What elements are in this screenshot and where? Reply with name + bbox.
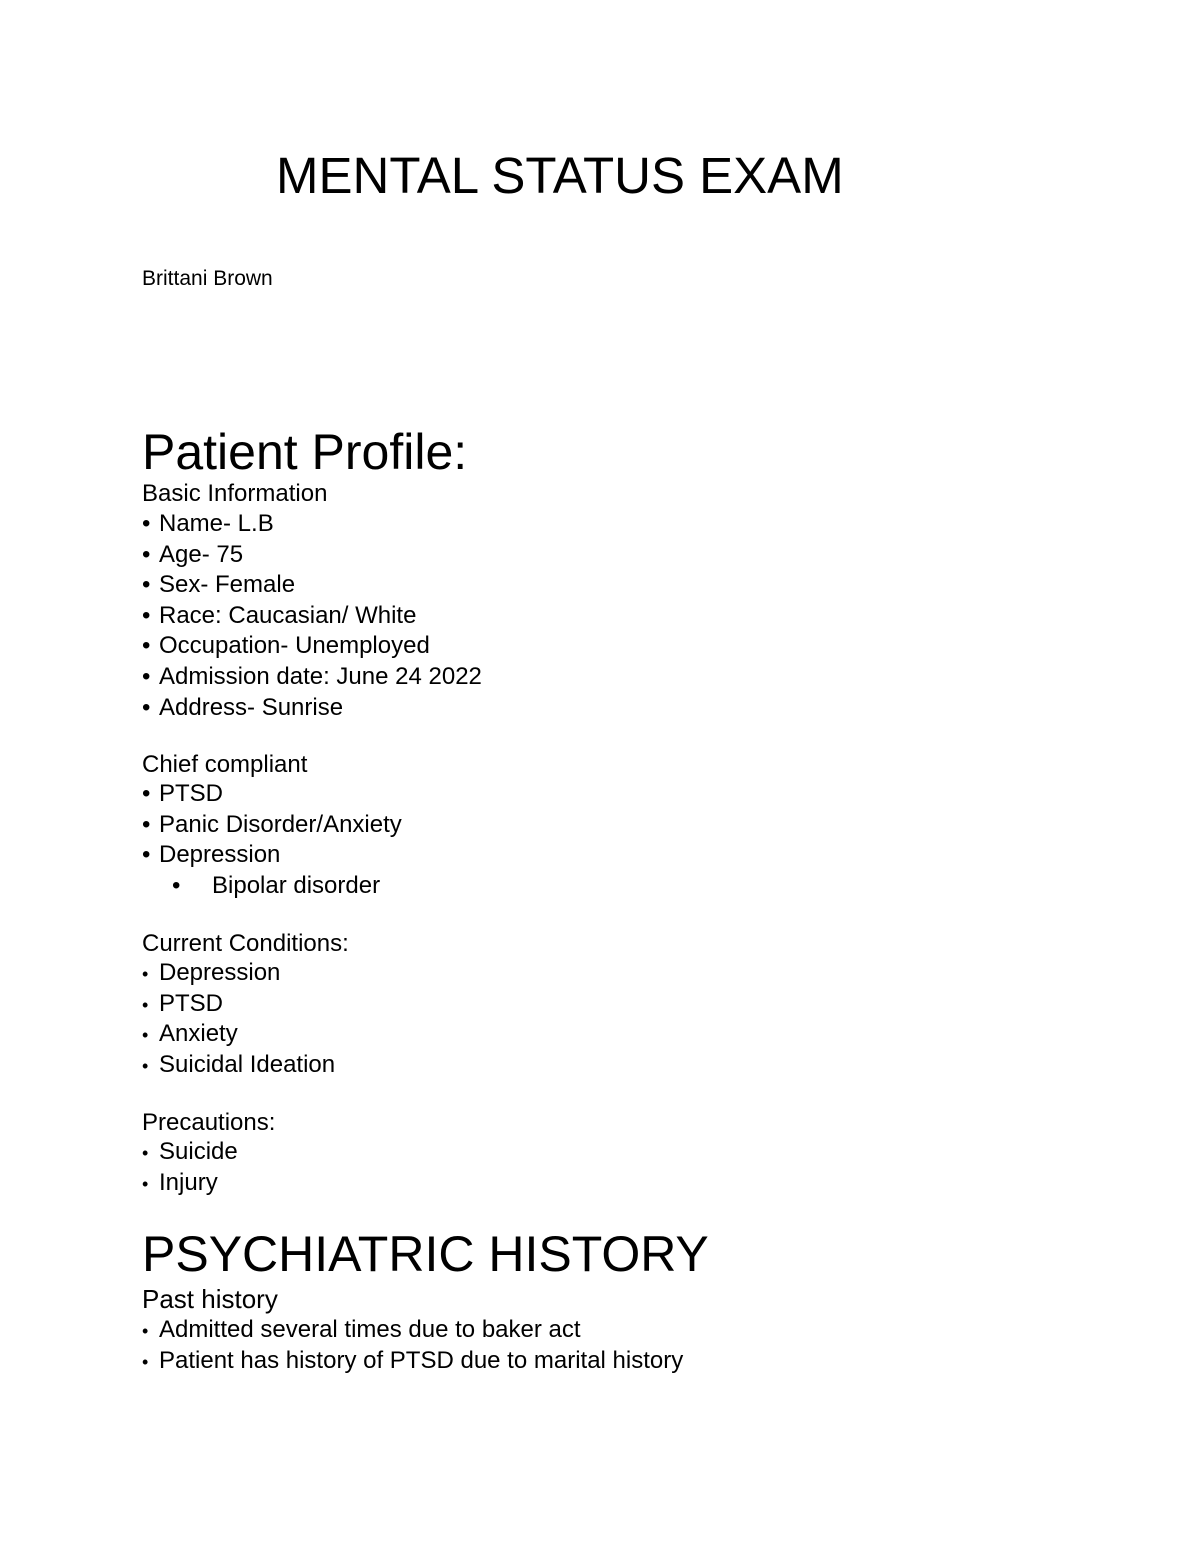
list-item: • Injury <box>142 1168 238 1199</box>
bullet-icon: • <box>142 510 151 537</box>
chief-complaint-list <box>142 779 402 901</box>
bullet-icon: • <box>142 601 151 629</box>
list-item: • Address- Sunrise <box>142 693 482 724</box>
past-history-label: Past history <box>142 1284 278 1314</box>
bullet-icon: • <box>142 994 149 1015</box>
list-item: • Name- L.B <box>142 509 482 540</box>
basic-info-label: Basic Information <box>142 480 328 507</box>
list-item: • Race: Caucasian/ White <box>142 601 482 632</box>
list-item: • Age- 75 <box>142 540 482 571</box>
bullet-icon: • <box>142 662 151 690</box>
list-item: • Panic Disorder/Anxiety <box>142 810 402 841</box>
current-conditions-label: Current Conditions: <box>142 930 349 957</box>
list-item: • Depression <box>142 840 402 871</box>
list-item: • Suicidal Ideation <box>142 1050 335 1081</box>
bullet-icon: • <box>142 693 151 721</box>
bullet-icon: • <box>142 810 151 838</box>
psychiatric-history-heading: PSYCHIATRIC HISTORY <box>142 1226 709 1282</box>
list-item: • PTSD <box>142 989 335 1020</box>
precautions-list <box>142 1137 238 1198</box>
document-title: MENTAL STATUS EXAM <box>276 147 844 204</box>
bullet-icon: • <box>142 1173 149 1194</box>
bullet-icon: • <box>142 1351 149 1372</box>
current-conditions-list <box>142 958 335 1080</box>
bullet-icon: • <box>142 540 151 568</box>
bullet-icon: • <box>142 964 149 984</box>
list-item: • Depression <box>142 958 335 989</box>
list-item: • Patient has history of PTSD due to marital history <box>142 1346 683 1377</box>
author-name: Brittani Brown <box>142 267 273 290</box>
list-item: • Admitted several times due to baker act <box>142 1315 683 1346</box>
list-item: • PTSD <box>142 779 402 810</box>
bullet-icon: • <box>142 841 151 869</box>
bullet-icon: • <box>142 1143 149 1163</box>
list-item: • Admission date: June 24 2022 <box>142 662 482 693</box>
list-item: • Occupation- Unemployed <box>142 631 482 662</box>
bullet-icon: • <box>142 632 151 660</box>
past-history-list <box>142 1315 683 1376</box>
list-item: • Anxiety <box>142 1019 335 1050</box>
bullet-icon: • <box>142 571 151 599</box>
basic-info-list <box>142 509 482 723</box>
chief-complaint-label: Chief compliant <box>142 751 308 778</box>
patient-profile-heading: Patient Profile: <box>142 424 468 480</box>
precautions-label: Precautions: <box>142 1109 276 1136</box>
nested-list-item: • Bipolar disorder <box>142 871 402 902</box>
bullet-icon: • <box>172 871 181 899</box>
bullet-icon: • <box>142 1321 149 1341</box>
bullet-icon: • <box>142 1025 149 1046</box>
bullet-icon: • <box>142 1055 149 1076</box>
list-item: • Suicide <box>142 1137 238 1168</box>
bullet-icon: • <box>142 780 151 807</box>
list-item: • Sex- Female <box>142 570 482 601</box>
